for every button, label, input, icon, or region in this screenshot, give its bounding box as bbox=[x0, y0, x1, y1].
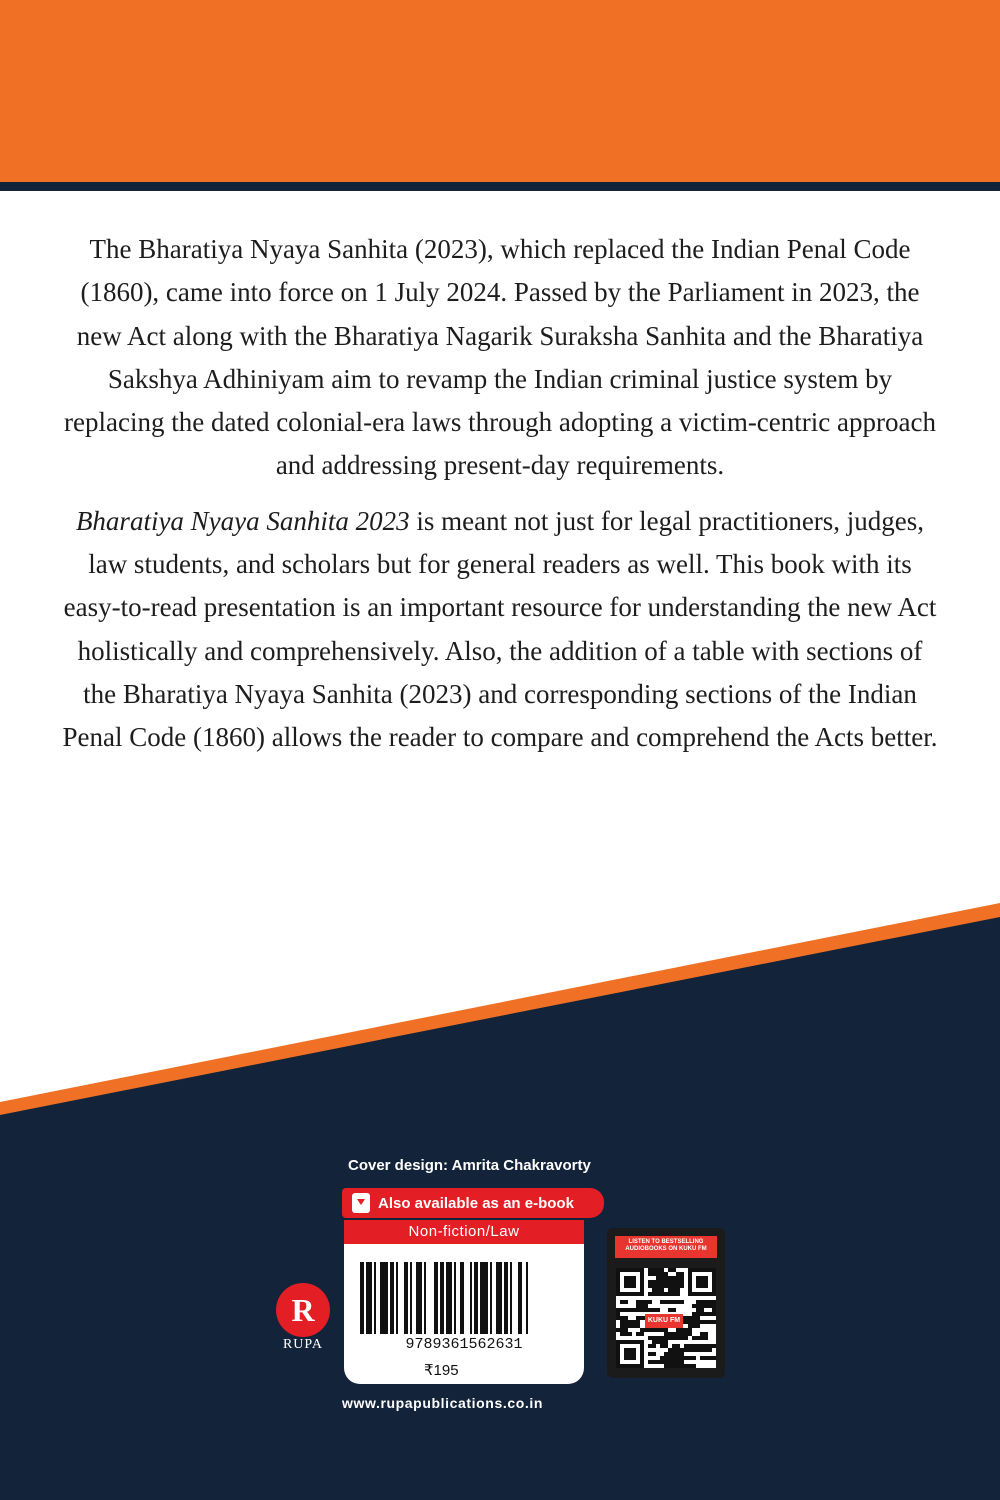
qr-module bbox=[652, 1344, 656, 1348]
qr-module bbox=[640, 1300, 644, 1304]
qr-module bbox=[704, 1348, 708, 1352]
qr-module bbox=[676, 1280, 680, 1284]
qr-module bbox=[640, 1316, 644, 1320]
qr-module bbox=[704, 1312, 708, 1316]
qr-module bbox=[636, 1304, 640, 1308]
barcode-bar bbox=[404, 1262, 408, 1334]
qr-module bbox=[648, 1284, 652, 1288]
qr-module bbox=[668, 1300, 672, 1304]
qr-module bbox=[668, 1284, 672, 1288]
qr-module bbox=[664, 1356, 668, 1360]
barcode-bar bbox=[416, 1262, 422, 1334]
qr-module bbox=[676, 1276, 680, 1280]
qr-module bbox=[680, 1280, 684, 1284]
qr-module bbox=[620, 1308, 624, 1312]
barcode-bar bbox=[526, 1262, 528, 1334]
qr-module bbox=[652, 1292, 656, 1296]
qr-module bbox=[652, 1280, 656, 1284]
qr-module bbox=[692, 1336, 696, 1340]
qr-module bbox=[692, 1356, 696, 1360]
publisher-name: RUPA bbox=[282, 1337, 324, 1352]
qr-module bbox=[664, 1272, 668, 1276]
qr-module bbox=[664, 1340, 668, 1344]
qr-module bbox=[664, 1360, 668, 1364]
qr-module bbox=[688, 1324, 692, 1328]
barcode-bar bbox=[410, 1262, 412, 1334]
price: ₹195 bbox=[424, 1362, 459, 1379]
qr-module bbox=[684, 1320, 688, 1324]
qr-module bbox=[644, 1308, 648, 1312]
qr-module bbox=[668, 1280, 672, 1284]
qr-module bbox=[668, 1348, 672, 1352]
qr-module bbox=[656, 1336, 660, 1340]
qr-module bbox=[616, 1316, 620, 1320]
qr-module bbox=[656, 1268, 660, 1272]
qr-module bbox=[624, 1328, 628, 1332]
qr-module bbox=[664, 1300, 668, 1304]
qr-module bbox=[668, 1276, 672, 1280]
qr-module bbox=[624, 1332, 628, 1336]
qr-module bbox=[672, 1356, 676, 1360]
qr-module bbox=[660, 1328, 664, 1332]
qr-module bbox=[636, 1300, 640, 1304]
qr-module bbox=[708, 1320, 712, 1324]
qr-module bbox=[668, 1268, 672, 1272]
qr-module bbox=[660, 1360, 664, 1364]
qr-module bbox=[684, 1316, 688, 1320]
qr-module bbox=[640, 1308, 644, 1312]
qr-module bbox=[688, 1332, 692, 1336]
barcode-bar bbox=[496, 1262, 502, 1334]
qr-module bbox=[648, 1336, 652, 1340]
qr-module bbox=[664, 1336, 668, 1340]
blurb-paragraph-1: The Bharatiya Nyaya Sanhita (2023), which replaced the Indian Penal Code (1860), came into force on 1 July 2024. Passed by the Parliament in 2023, the new Act along with the Bharatiya Nagarik Suraksha Sanhita and the Bharatiya Sakshya Adhiniyam aim to revamp the Indian criminal justice system by replacing the dated colonial-era laws through adopting a victim-centric approach and addressing present-day requirements. bbox=[64, 234, 936, 481]
qr-module bbox=[700, 1312, 704, 1316]
qr-module bbox=[676, 1356, 680, 1360]
qr-module bbox=[708, 1356, 712, 1360]
kuku-fm-badge: KUKU FM bbox=[645, 1314, 683, 1328]
qr-module bbox=[696, 1312, 700, 1316]
qr-module bbox=[712, 1320, 716, 1324]
qr-module bbox=[616, 1312, 620, 1316]
qr-module bbox=[672, 1300, 676, 1304]
qr-module bbox=[676, 1352, 680, 1356]
barcode-bar bbox=[390, 1262, 394, 1334]
qr-module bbox=[680, 1328, 684, 1332]
qr-module bbox=[680, 1352, 684, 1356]
qr-module bbox=[632, 1320, 636, 1324]
qr-module bbox=[700, 1308, 704, 1312]
qr-module bbox=[640, 1332, 644, 1336]
isbn-number: 9789361562631 bbox=[405, 1336, 523, 1353]
qr-module bbox=[680, 1336, 684, 1340]
qr-module bbox=[636, 1316, 640, 1320]
qr-module bbox=[656, 1308, 660, 1312]
qr-module bbox=[640, 1328, 644, 1332]
qr-module bbox=[660, 1356, 664, 1360]
qr-module bbox=[620, 1324, 624, 1328]
book-title-italic: Bharatiya Nyaya Sanhita 2023 bbox=[75, 505, 410, 536]
qr-module bbox=[680, 1300, 684, 1304]
qr-module bbox=[624, 1300, 628, 1304]
qr-module bbox=[620, 1332, 624, 1336]
qr-module bbox=[700, 1356, 704, 1360]
qr-module bbox=[628, 1308, 632, 1312]
qr-module bbox=[676, 1332, 680, 1336]
qr-module bbox=[652, 1328, 656, 1332]
qr-module bbox=[660, 1276, 664, 1280]
qr-module bbox=[652, 1360, 656, 1364]
qr-module bbox=[708, 1300, 712, 1304]
rupa-logo bbox=[276, 1283, 330, 1337]
qr-module bbox=[624, 1324, 628, 1328]
qr-module bbox=[660, 1284, 664, 1288]
qr-module bbox=[628, 1324, 632, 1328]
qr-module bbox=[688, 1320, 692, 1324]
qr-module bbox=[664, 1292, 668, 1296]
qr-module bbox=[660, 1340, 664, 1344]
qr-module bbox=[628, 1332, 632, 1336]
qr-module bbox=[648, 1292, 652, 1296]
qr-module bbox=[708, 1344, 712, 1348]
qr-module bbox=[684, 1344, 688, 1348]
qr-module bbox=[700, 1332, 704, 1336]
qr-module bbox=[664, 1276, 668, 1280]
qr-module bbox=[668, 1364, 672, 1368]
barcode-bar bbox=[366, 1262, 372, 1334]
qr-module bbox=[656, 1280, 660, 1284]
qr-module bbox=[680, 1360, 684, 1364]
qr-module bbox=[656, 1340, 660, 1344]
qr-module bbox=[712, 1312, 716, 1316]
qr-module bbox=[648, 1344, 652, 1348]
barcode-bar bbox=[474, 1262, 478, 1334]
qr-module bbox=[696, 1316, 700, 1320]
barcode-bar bbox=[454, 1262, 456, 1334]
qr-module bbox=[692, 1348, 696, 1352]
qr-module bbox=[684, 1328, 688, 1332]
ebook-label-prefix: Also available as an bbox=[378, 1194, 525, 1212]
qr-finder bbox=[624, 1276, 636, 1288]
qr-module bbox=[700, 1320, 704, 1324]
qr-module bbox=[664, 1280, 668, 1284]
barcode-bar bbox=[490, 1262, 492, 1334]
barcode-bar bbox=[470, 1262, 472, 1334]
qr-module bbox=[668, 1332, 672, 1336]
qr-module bbox=[688, 1328, 692, 1332]
qr-module bbox=[704, 1344, 708, 1348]
qr-module bbox=[628, 1320, 632, 1324]
cover-design-credit: Cover design: Amrita Chakravorty bbox=[348, 1157, 591, 1174]
qr-module bbox=[704, 1300, 708, 1304]
qr-module bbox=[660, 1292, 664, 1296]
qr-module bbox=[712, 1356, 716, 1360]
qr-banner-text: LISTEN TO BESTSELLING AUDIOBOOKS ON KUKU FM bbox=[615, 1236, 717, 1258]
qr-module bbox=[680, 1364, 684, 1368]
barcode-bar bbox=[396, 1262, 398, 1334]
qr-module bbox=[644, 1328, 648, 1332]
barcode-bar bbox=[460, 1262, 464, 1334]
qr-module bbox=[668, 1308, 672, 1312]
qr-module bbox=[672, 1292, 676, 1296]
blurb bbox=[60, 228, 940, 760]
qr-module bbox=[676, 1328, 680, 1332]
qr-module bbox=[712, 1308, 716, 1312]
qr-module bbox=[672, 1364, 676, 1368]
qr-module bbox=[684, 1336, 688, 1340]
qr-module bbox=[668, 1292, 672, 1296]
qr-module bbox=[668, 1360, 672, 1364]
qr-module bbox=[700, 1348, 704, 1352]
ebook-label-bold: e-book bbox=[524, 1194, 574, 1212]
qr-module bbox=[696, 1324, 700, 1328]
qr-module bbox=[676, 1292, 680, 1296]
qr-module bbox=[644, 1300, 648, 1304]
qr-module bbox=[620, 1316, 624, 1320]
barcode-bar bbox=[374, 1262, 376, 1334]
qr-module bbox=[676, 1344, 680, 1348]
qr-module bbox=[672, 1308, 676, 1312]
qr-module bbox=[624, 1320, 628, 1324]
qr-module bbox=[636, 1332, 640, 1336]
qr-module bbox=[656, 1276, 660, 1280]
qr-module bbox=[676, 1288, 680, 1292]
qr-module bbox=[648, 1352, 652, 1356]
qr-module bbox=[652, 1308, 656, 1312]
rupa-logo-letter: R bbox=[291, 1292, 315, 1328]
qr-module bbox=[664, 1364, 668, 1368]
blurb-paragraph-2 bbox=[60, 500, 940, 760]
qr-module bbox=[652, 1352, 656, 1356]
kuku-fm-qr-card bbox=[607, 1228, 725, 1378]
qr-module bbox=[680, 1356, 684, 1360]
genre-label: Non-fiction/Law bbox=[344, 1220, 584, 1244]
qr-module bbox=[680, 1332, 684, 1336]
qr-module bbox=[668, 1288, 672, 1292]
barcode-bar bbox=[480, 1262, 488, 1334]
qr-module bbox=[620, 1320, 624, 1324]
qr-module bbox=[684, 1332, 688, 1336]
qr-module bbox=[668, 1336, 672, 1340]
qr-module bbox=[660, 1268, 664, 1272]
qr-finder bbox=[696, 1276, 708, 1288]
qr-module bbox=[672, 1268, 676, 1272]
qr-module bbox=[652, 1284, 656, 1288]
qr-module bbox=[696, 1344, 700, 1348]
qr-module bbox=[660, 1300, 664, 1304]
qr-module bbox=[692, 1324, 696, 1328]
qr-module bbox=[692, 1364, 696, 1368]
barcode-bar bbox=[434, 1262, 438, 1334]
qr-module bbox=[700, 1344, 704, 1348]
qr-module bbox=[664, 1352, 668, 1356]
qr-module bbox=[696, 1348, 700, 1352]
qr-module bbox=[660, 1272, 664, 1276]
qr-module bbox=[660, 1288, 664, 1292]
qr-module bbox=[616, 1328, 620, 1332]
qr-module bbox=[624, 1308, 628, 1312]
qr-module bbox=[636, 1308, 640, 1312]
qr-module bbox=[696, 1300, 700, 1304]
qr-module bbox=[656, 1328, 660, 1332]
qr-module bbox=[632, 1308, 636, 1312]
qr-module bbox=[704, 1320, 708, 1324]
qr-module bbox=[708, 1312, 712, 1316]
qr-module bbox=[668, 1352, 672, 1356]
qr-module bbox=[652, 1340, 656, 1344]
qr-module bbox=[648, 1300, 652, 1304]
qr-module bbox=[692, 1312, 696, 1316]
qr-module bbox=[676, 1300, 680, 1304]
qr-module bbox=[688, 1344, 692, 1348]
qr-module bbox=[676, 1348, 680, 1352]
qr-module bbox=[704, 1336, 708, 1340]
qr-module bbox=[664, 1344, 668, 1348]
qr-module bbox=[700, 1304, 704, 1308]
qr-module bbox=[652, 1288, 656, 1292]
qr-module bbox=[636, 1324, 640, 1328]
qr-module bbox=[680, 1284, 684, 1288]
qr-module bbox=[672, 1344, 676, 1348]
blurb-paragraph-2-text: is meant not just for legal practitioners, judges, law students, and scholars but for general readers as well. This book with its easy-to-read presentation is an important resource for understanding the new Act holistically and comprehensively. Also, the addition of a table with sections of the Bharatiya Nyaya Sanhita (2023) and corresponding sections of the Indian Penal Code (1860) allows the reader to compare and comprehend the Acts better. bbox=[62, 505, 938, 753]
qr-module bbox=[672, 1332, 676, 1336]
qr-module bbox=[652, 1272, 656, 1276]
qr-module bbox=[620, 1300, 624, 1304]
qr-finder bbox=[624, 1348, 636, 1360]
barcode-bar bbox=[510, 1262, 512, 1334]
qr-module bbox=[712, 1344, 716, 1348]
qr-module bbox=[664, 1332, 668, 1336]
publisher-website: www.rupapublications.co.in bbox=[342, 1395, 543, 1411]
qr-module bbox=[656, 1284, 660, 1288]
qr-module bbox=[696, 1308, 700, 1312]
qr-module bbox=[700, 1336, 704, 1340]
download-icon bbox=[352, 1193, 370, 1213]
qr-module bbox=[692, 1320, 696, 1324]
qr-module bbox=[672, 1348, 676, 1352]
qr-module bbox=[688, 1316, 692, 1320]
qr-module bbox=[664, 1284, 668, 1288]
qr-module bbox=[672, 1276, 676, 1280]
qr-module bbox=[656, 1292, 660, 1296]
qr-module bbox=[700, 1300, 704, 1304]
barcode-bar bbox=[446, 1262, 452, 1334]
qr-module bbox=[696, 1336, 700, 1340]
qr-module bbox=[672, 1284, 676, 1288]
qr-module bbox=[652, 1268, 656, 1272]
qr-module bbox=[676, 1336, 680, 1340]
qr-module bbox=[672, 1280, 676, 1284]
qr-module bbox=[648, 1308, 652, 1312]
qr-module bbox=[644, 1304, 648, 1308]
barcode-bar bbox=[360, 1262, 364, 1334]
qr-module bbox=[680, 1348, 684, 1352]
qr-module bbox=[648, 1360, 652, 1364]
qr-module bbox=[676, 1284, 680, 1288]
qr-module bbox=[680, 1276, 684, 1280]
qr-module bbox=[664, 1328, 668, 1332]
qr-module bbox=[708, 1348, 712, 1352]
qr-module bbox=[632, 1324, 636, 1328]
qr-module bbox=[656, 1360, 660, 1364]
qr-module bbox=[656, 1272, 660, 1276]
qr-module bbox=[624, 1316, 628, 1320]
qr-module bbox=[648, 1280, 652, 1284]
qr-module bbox=[640, 1304, 644, 1308]
barcode-bar bbox=[440, 1262, 444, 1334]
qr-module bbox=[620, 1328, 624, 1332]
barcode-bar bbox=[424, 1262, 426, 1334]
qr-module bbox=[684, 1348, 688, 1352]
qr-module bbox=[704, 1356, 708, 1360]
qr-module bbox=[648, 1268, 652, 1272]
qr-module bbox=[660, 1344, 664, 1348]
qr-module bbox=[712, 1304, 716, 1308]
qr-module bbox=[648, 1328, 652, 1332]
barcode-bar bbox=[380, 1262, 388, 1334]
qr-module bbox=[660, 1280, 664, 1284]
qr-module bbox=[712, 1300, 716, 1304]
qr-module bbox=[688, 1364, 692, 1368]
qr-module bbox=[676, 1360, 680, 1364]
qr-module bbox=[660, 1336, 664, 1340]
qr-module bbox=[704, 1304, 708, 1308]
qr-module bbox=[656, 1288, 660, 1292]
qr-module bbox=[696, 1304, 700, 1308]
qr-module bbox=[672, 1336, 676, 1340]
qr-module bbox=[652, 1336, 656, 1340]
qr-module bbox=[636, 1320, 640, 1324]
qr-module bbox=[676, 1272, 680, 1276]
qr-module bbox=[688, 1348, 692, 1352]
barcode-box bbox=[344, 1244, 584, 1384]
qr-module bbox=[680, 1272, 684, 1276]
qr-module bbox=[692, 1304, 696, 1308]
qr-module bbox=[692, 1344, 696, 1348]
qr-module bbox=[672, 1360, 676, 1364]
barcode bbox=[356, 1262, 572, 1334]
qr-module bbox=[676, 1364, 680, 1368]
qr-module bbox=[684, 1356, 688, 1360]
qr-module bbox=[616, 1308, 620, 1312]
qr-module bbox=[672, 1352, 676, 1356]
ebook-banner bbox=[342, 1188, 604, 1218]
qr-module bbox=[672, 1288, 676, 1292]
qr-module bbox=[648, 1272, 652, 1276]
barcode-bar bbox=[518, 1262, 522, 1334]
qr-module bbox=[708, 1304, 712, 1308]
qr-module bbox=[688, 1356, 692, 1360]
barcode-bar bbox=[504, 1262, 508, 1334]
qr-module bbox=[684, 1364, 688, 1368]
qr-module bbox=[696, 1320, 700, 1324]
qr-module bbox=[704, 1332, 708, 1336]
qr-module bbox=[692, 1316, 696, 1320]
qr-module bbox=[668, 1356, 672, 1360]
